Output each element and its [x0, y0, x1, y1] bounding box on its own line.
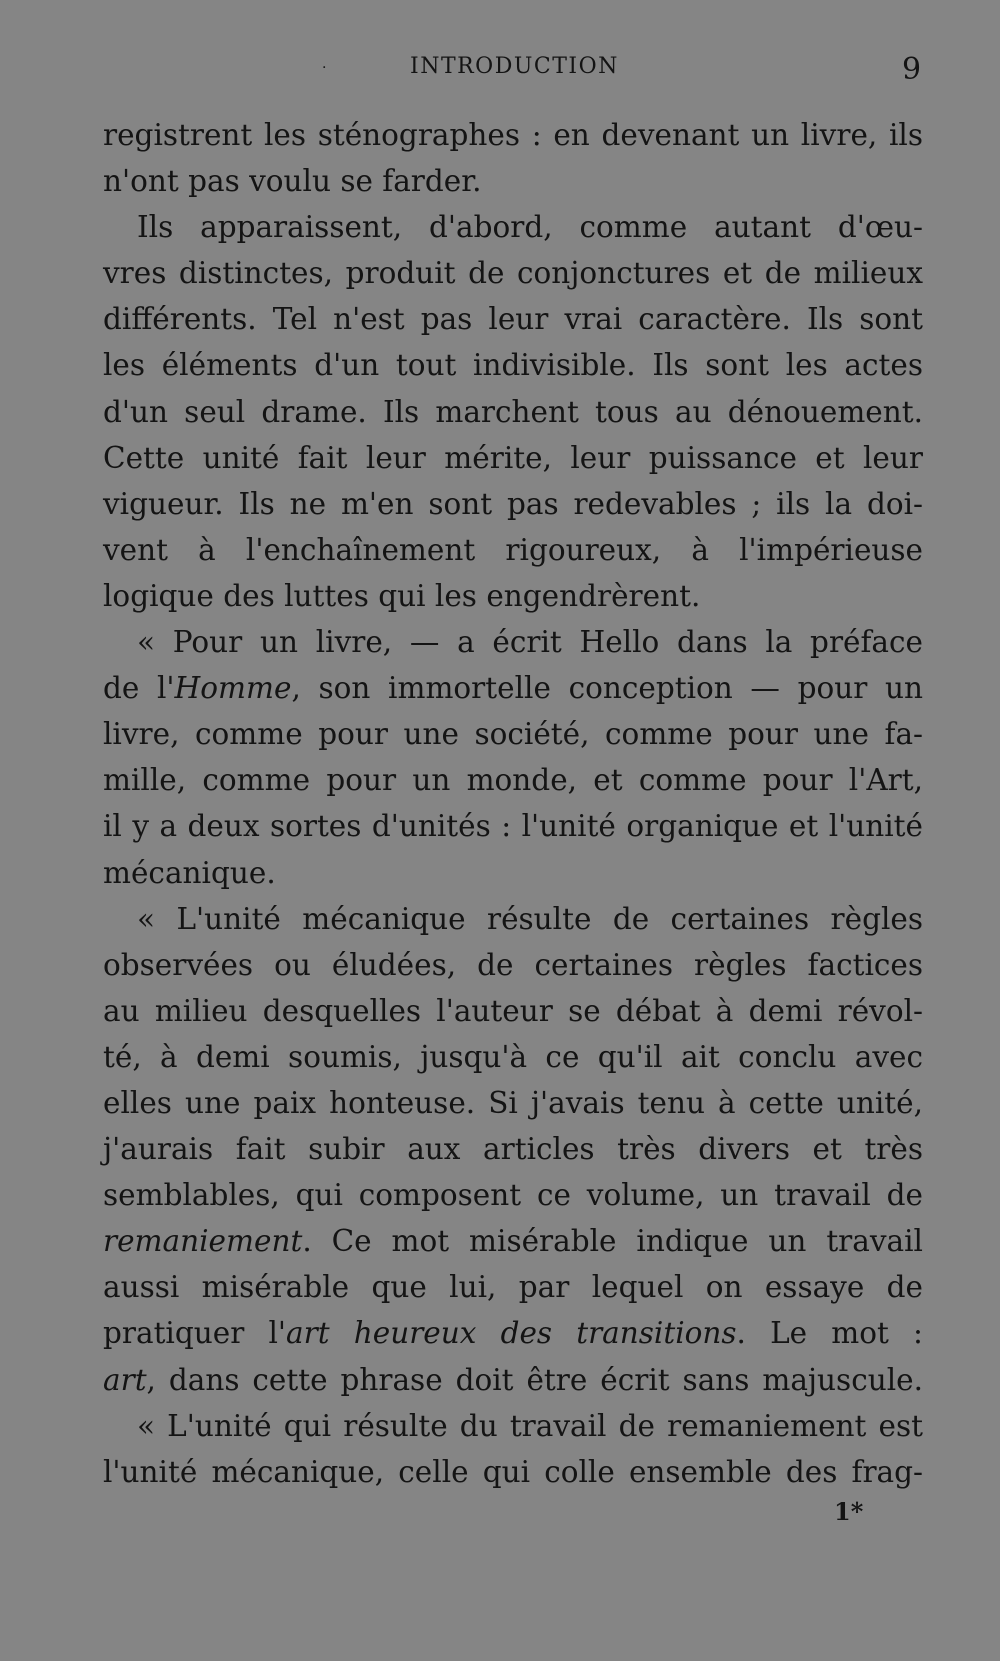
italic-span: art heureux des transitions — [286, 1316, 737, 1351]
text-line: l'unité mécanique, celle qui colle ensemble des frag- — [103, 1454, 923, 1489]
text-line: les éléments d'un tout indivisible. Ils sont les actes — [103, 348, 923, 383]
signature-mark: 1* — [834, 1497, 864, 1526]
body-text — [103, 112, 923, 1495]
italic-span: Homme — [174, 671, 292, 706]
text-line: différents. Tel n'est pas leur vrai caractère. Ils sont — [103, 302, 923, 337]
text-line: elles une paix honteuse. Si j'avais tenu à cette unité, — [103, 1085, 923, 1120]
text-line: mécanique. — [103, 855, 276, 890]
text-span: . Ce mot misérable indique un travail — [302, 1224, 923, 1259]
text-line: n'ont pas voulu se farder. — [103, 164, 482, 199]
text-line: observées ou éludées, de certaines règles factices — [103, 947, 923, 982]
text-line: « L'unité mécanique résulte de certaines règles — [137, 901, 923, 936]
text-span: de l' — [103, 671, 175, 706]
text-line: semblables, qui composent ce volume, un travail de — [103, 1178, 923, 1213]
text-line: j'aurais fait subir aux articles très divers et très — [103, 1132, 923, 1167]
text-line: registrent les sténographes : en devenant un livre, ils — [103, 118, 923, 152]
text-line: vres distinctes, produit de conjonctures et de milieux — [103, 256, 923, 291]
text-line: Ils apparaissent, d'abord, comme autant d'œu- — [137, 210, 923, 245]
text-span: pratiquer l' — [103, 1316, 287, 1351]
text-line: d'un seul drame. Ils marchent tous au dénouement. — [103, 394, 923, 429]
text-line: vigueur. Ils ne m'en sont pas redevables ; ils la doi- — [103, 486, 923, 521]
running-head — [0, 52, 1000, 87]
text-line — [103, 665, 923, 711]
header-ornament: · — [322, 60, 327, 76]
text-line — [103, 1218, 923, 1264]
text-line: « Pour un livre, — a écrit Hello dans la préface — [137, 625, 923, 660]
running-title: INTRODUCTION — [410, 54, 619, 79]
text-line: aussi misérable que lui, par lequel on essaye de — [103, 1270, 923, 1305]
text-line: vent à l'enchaînement rigoureux, à l'impérieuse — [103, 532, 923, 567]
text-line: « L'unité qui résulte du travail de remaniement est — [137, 1408, 923, 1443]
text-line — [103, 1310, 923, 1356]
text-line — [103, 1357, 923, 1403]
page-number: 9 — [902, 52, 922, 87]
text-line: au milieu desquelles l'auteur se débat à demi révol- — [103, 993, 923, 1028]
italic-span: remaniement — [103, 1224, 303, 1259]
text-span: , dans cette phrase doit être écrit sans majuscule. — [146, 1362, 923, 1397]
text-span: , son immortelle conception — pour un — [291, 671, 923, 706]
italic-span: art — [103, 1362, 147, 1397]
text-line: logique des luttes qui les engendrèrent. — [103, 578, 701, 613]
text-line: té, à demi soumis, jusqu'à ce qu'il ait conclu avec — [103, 1039, 923, 1074]
text-line: mille, comme pour un monde, et comme pour l'Art, — [103, 763, 923, 798]
text-line: livre, comme pour une société, comme pour une fa- — [103, 717, 923, 752]
text-line: il y a deux sortes d'unités : l'unité organique et l'unité — [103, 809, 923, 844]
text-line: Cette unité fait leur mérite, leur puissance et leur — [103, 440, 923, 475]
text-span: . Le mot : — [736, 1316, 923, 1351]
